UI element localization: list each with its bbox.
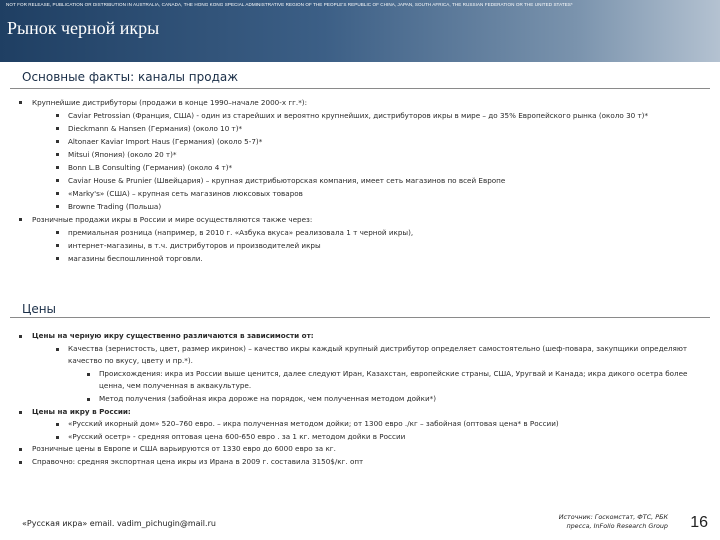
sales-channels-list bbox=[0, 96, 720, 265]
list-item-text: Caviar Petrossian (Франция, США) - один из старейших и вероятно крупнейших, дистрибуторов икры в мире – до 35% Европейского рынка (около 30 т)* bbox=[68, 111, 649, 120]
bullet-icon bbox=[87, 373, 90, 376]
bullet-icon bbox=[19, 411, 22, 414]
list-item-text: Происхождения: икра из России выше ценится, далее следуют Иран, Казахстан, европейские страны, США, Уругвай и Канада; икра дикого осетра более ценна, чем полученная в аквакультуре. bbox=[99, 368, 688, 391]
list-item bbox=[0, 252, 720, 265]
list-item bbox=[0, 226, 720, 239]
list-item bbox=[0, 330, 720, 343]
list-item-text: «Русский икорный дом» 520–760 евро. – икра полученная методом дойки; от 1300 евро ./кг – забойная (оптовая цена* в России) bbox=[68, 419, 559, 429]
list-item-text: Browne Trading (Польша) bbox=[68, 202, 162, 211]
bullet-icon bbox=[56, 114, 59, 117]
list-item bbox=[0, 418, 720, 431]
header-banner bbox=[0, 0, 720, 62]
list-item-text: Dieckmann & Hansen (Германия) (около 10 т)* bbox=[68, 124, 243, 133]
list-item bbox=[0, 148, 720, 161]
list-item-text: «Marky's» (США) – крупная сеть магазинов люксовых товаров bbox=[68, 189, 303, 198]
list-item bbox=[0, 96, 720, 109]
section-divider bbox=[10, 88, 710, 89]
bullet-icon bbox=[56, 192, 59, 195]
list-item bbox=[0, 368, 720, 393]
list-item bbox=[0, 406, 720, 419]
list-item bbox=[0, 213, 720, 226]
bullet-icon bbox=[87, 398, 90, 401]
list-item-text: Mitsui (Япония) (около 20 т)* bbox=[68, 150, 177, 159]
bullet-icon bbox=[56, 436, 59, 439]
bullet-icon bbox=[56, 140, 59, 143]
list-item bbox=[0, 456, 720, 469]
list-item bbox=[0, 135, 720, 148]
list-item-text: Цены на черную икру существенно различаются в зависимости от: bbox=[32, 331, 314, 340]
bullet-icon bbox=[56, 423, 59, 426]
footer-contact: «Русская икра» email. vadim_pichugin@mail.ru bbox=[22, 519, 216, 528]
list-item bbox=[0, 109, 720, 122]
bullet-icon bbox=[56, 244, 59, 247]
list-item bbox=[0, 443, 720, 456]
list-item-text: Розничные продажи икры в России и мире осуществляются также через: bbox=[32, 215, 313, 224]
list-item-text: Справочно: средняя экспортная цена икры из Ирана в 2009 г. составила 3150$/кг. опт bbox=[32, 456, 364, 466]
list-item bbox=[0, 239, 720, 252]
bullet-icon bbox=[19, 461, 22, 464]
bullet-icon bbox=[56, 205, 59, 208]
list-item bbox=[0, 200, 720, 213]
list-item-text: Bonn L.B Consulting (Германия) (около 4 т)* bbox=[68, 163, 233, 172]
list-item-text: Розничные цены в Европе и США варьируются от 1330 евро до 6000 евро за кг. bbox=[32, 444, 336, 454]
bullet-icon bbox=[56, 127, 59, 130]
bullet-icon bbox=[56, 231, 59, 234]
section-title-sales-channels: Основные факты: каналы продаж bbox=[22, 70, 239, 84]
list-item-text: Метод получения (забойная икра дороже на порядок, чем полученная методом дойки*) bbox=[99, 393, 437, 403]
list-item-text: Крупнейшие дистрибуторы (продажи в конце 1990–начале 2000-х гг.*): bbox=[32, 98, 308, 107]
list-item-text: премиальная розница (например, в 2010 г. «Азбука вкуса» реализовала 1 т черной икры), bbox=[68, 228, 414, 237]
page-number: 16 bbox=[690, 514, 708, 531]
section-divider bbox=[10, 317, 710, 318]
list-item bbox=[0, 122, 720, 135]
list-item-text: Altonaer Kaviar Import Haus (Германия) (около 5-7)* bbox=[68, 137, 263, 146]
prices-list bbox=[0, 330, 720, 469]
disclaimer-text: NOT FOR RELEASE, PUBLICATION OR DISTRIBUTION IN AUSTRALIA, CANADA, THE HONG KONG SPECIAL ADMINISTRATIVE REGION OF THE PEOPLE'S REPUBLIC OF CHINA, JAPAN, SOUTH AFRICA, THE RUSSIAN FEDERATION OR THE UNITED STATES* bbox=[6, 2, 573, 7]
bullet-icon bbox=[19, 448, 22, 451]
list-item-text: «Русский осетр» - средняя оптовая цена 600-650 евро . за 1 кг. методом дойки в России bbox=[68, 431, 406, 441]
list-item-text: магазины беспошлинной торговли. bbox=[68, 254, 203, 263]
list-item-text: интернет-магазины, в т.ч. дистрибуторов и производителей икры bbox=[68, 241, 321, 250]
page-title: Рынок черной икры bbox=[7, 18, 160, 38]
bullet-icon bbox=[56, 179, 59, 182]
list-item bbox=[0, 431, 720, 444]
list-item bbox=[0, 343, 720, 368]
list-item-text: Цены на икру в России: bbox=[32, 406, 131, 416]
list-item-text: Caviar House & Prunier (Швейцария) – крупная дистрибьюторская компания, имеет сеть магазинов по всей Европе bbox=[68, 176, 506, 185]
bullet-icon bbox=[56, 153, 59, 156]
bullet-icon bbox=[56, 348, 59, 351]
list-item bbox=[0, 393, 720, 406]
list-item bbox=[0, 174, 720, 187]
footer-source bbox=[559, 513, 668, 531]
footer-source-line: пресса, InFolio Research Group bbox=[566, 522, 668, 530]
footer-source-line: Источник: Госкомстат, ФТС, РБК bbox=[558, 513, 668, 521]
bullet-icon bbox=[56, 257, 59, 260]
bullet-icon bbox=[19, 335, 22, 338]
bullet-icon bbox=[19, 218, 22, 221]
bullet-icon bbox=[19, 101, 22, 104]
list-item-text: Качества (зернистость, цвет, размер икринок) – качество икры каждый крупный дистрибутор определяет самостоятельно (шеф-повара, закупщики определяют качество по вкусу, цвету и пр.*). bbox=[68, 343, 688, 366]
list-item bbox=[0, 161, 720, 174]
list-item bbox=[0, 187, 720, 200]
section-title-prices: Цены bbox=[22, 302, 57, 316]
bullet-icon bbox=[56, 166, 59, 169]
